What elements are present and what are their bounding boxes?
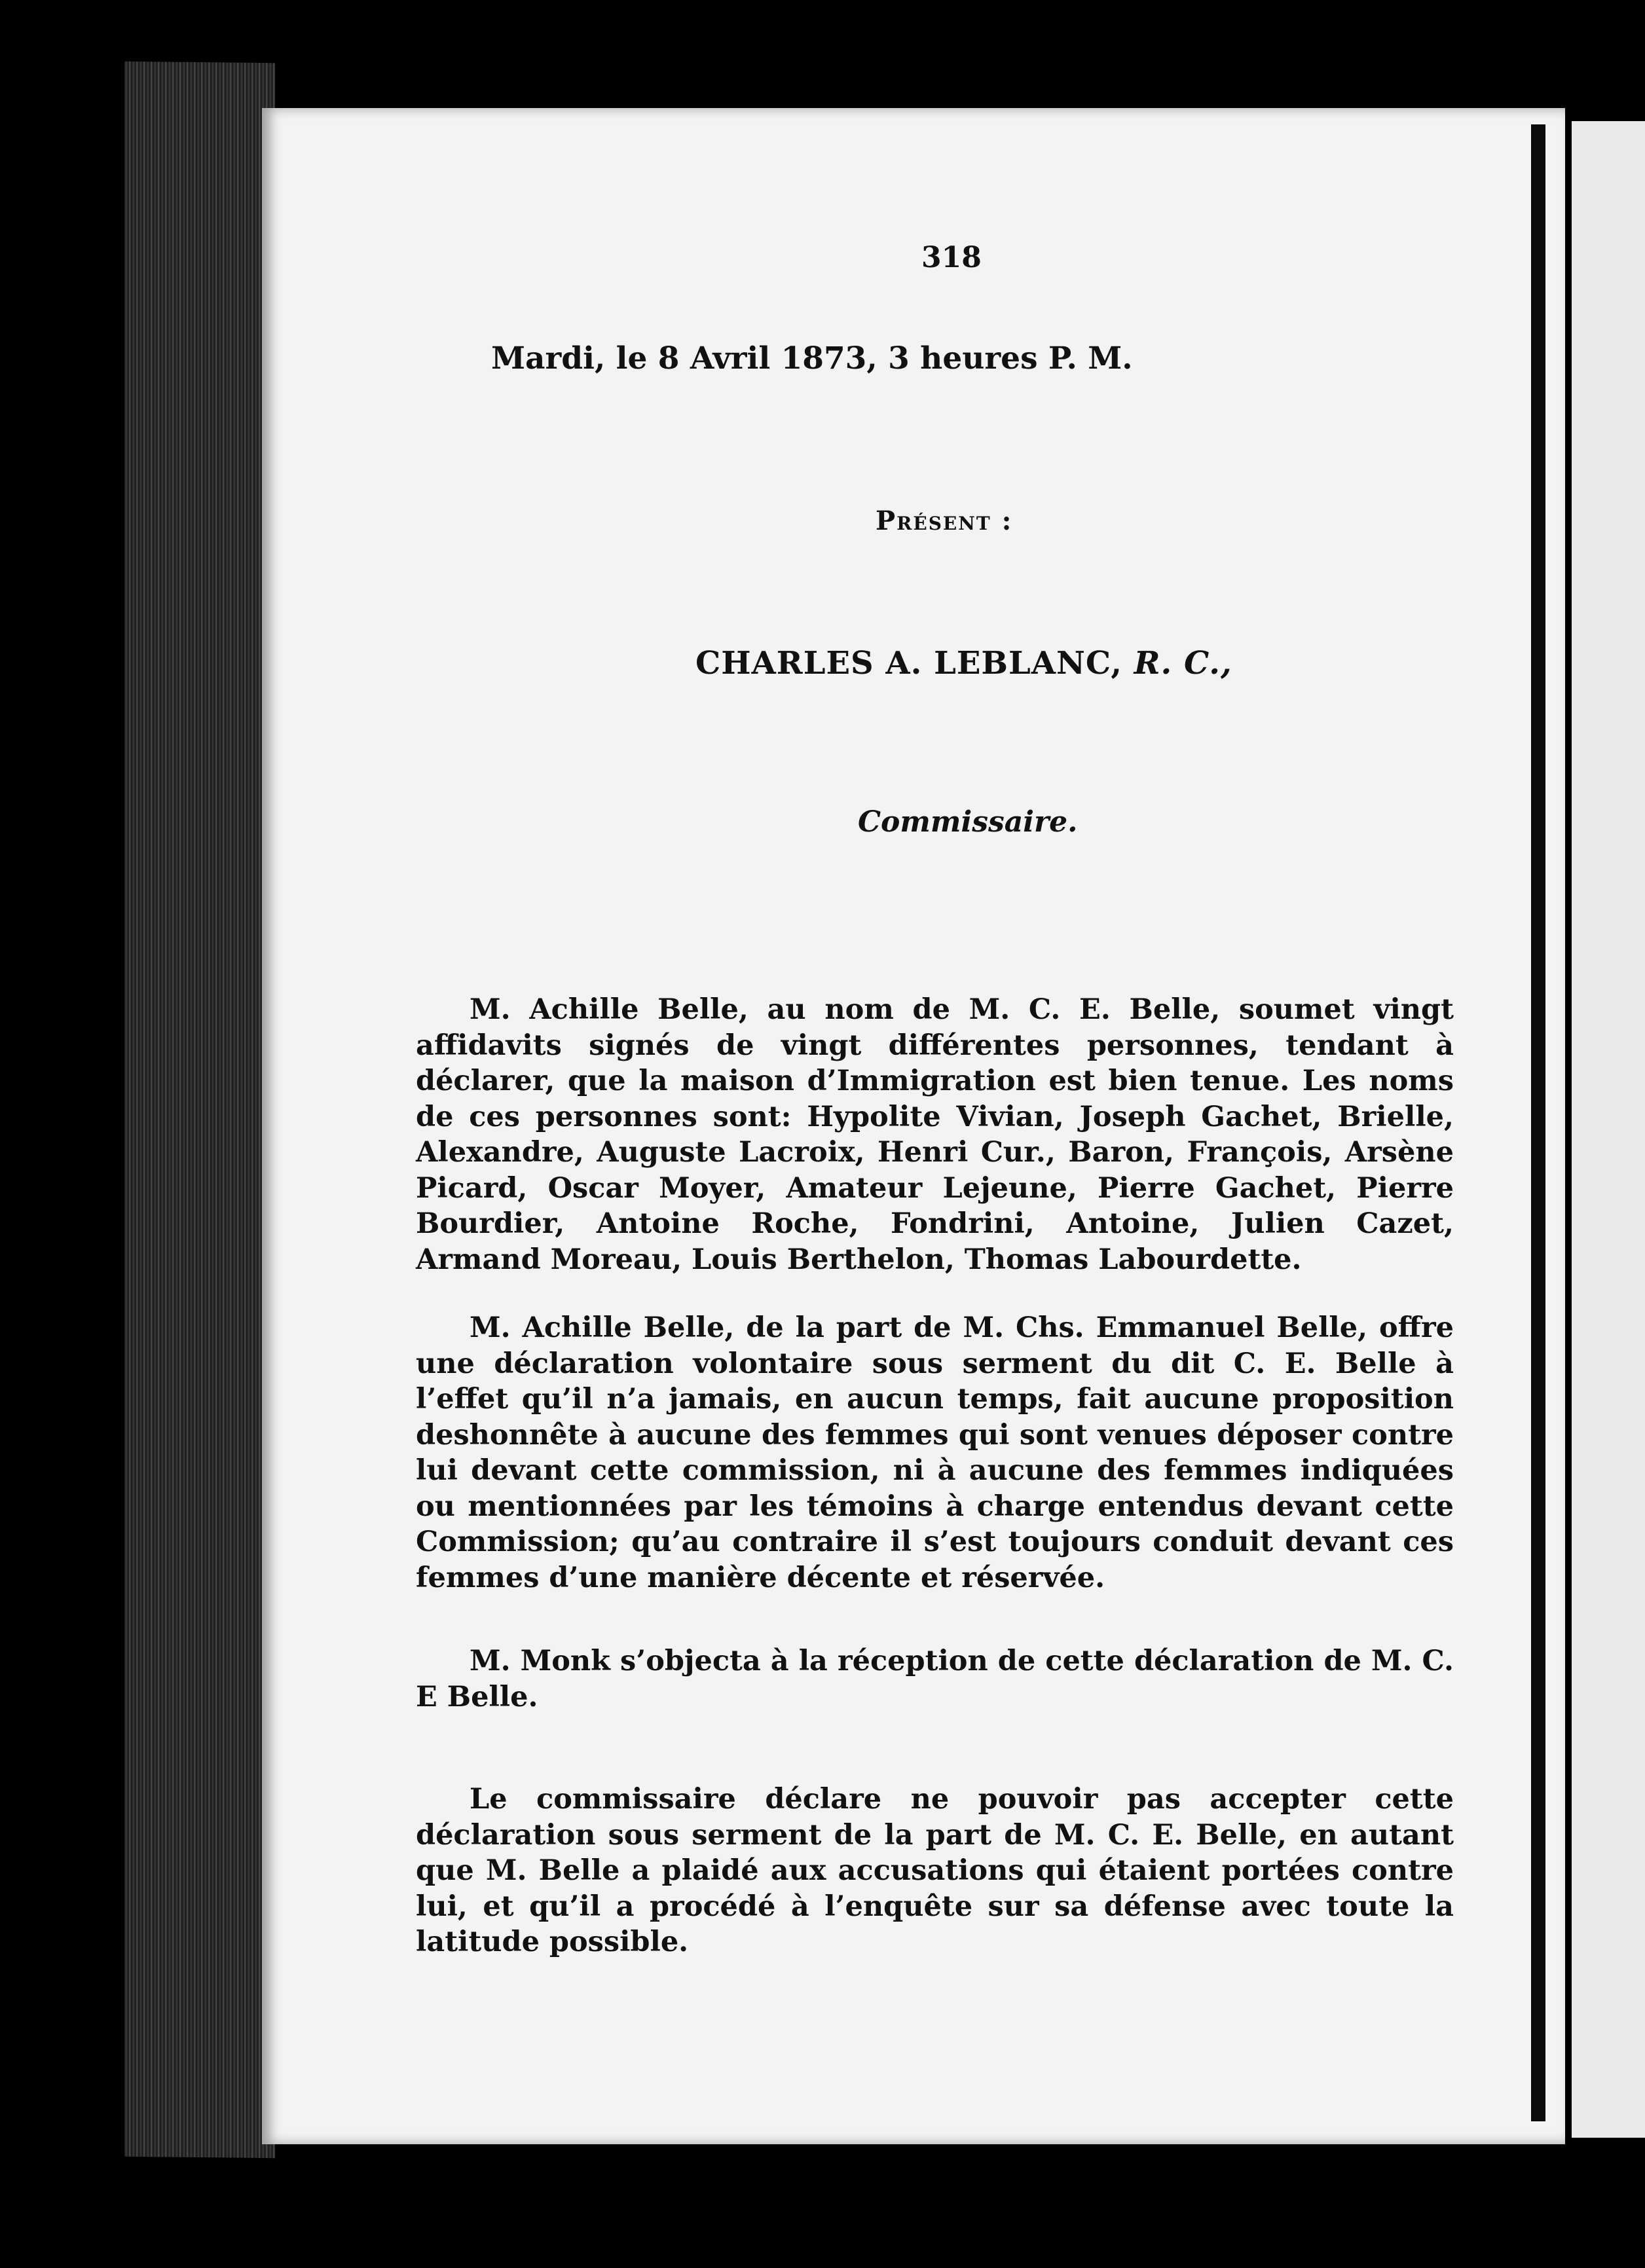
present-heading: Présent : xyxy=(876,505,1013,536)
gutter-shadow xyxy=(1531,124,1545,2121)
commissioner-title: Commissaire. xyxy=(858,805,1078,839)
paragraph-objection: M. Monk s’objecta à la réception de cette déclaration de M. C. E Belle. xyxy=(416,1645,1454,1713)
commissioner-name xyxy=(695,645,1232,682)
page-edges xyxy=(124,62,275,2158)
page-number: 318 xyxy=(921,241,982,274)
session-date: Mardi, le 8 Avril 1873, 3 heures P. M. xyxy=(491,340,1133,376)
paragraph-ruling: Le commissaire déclare ne pouvoir pas accepter cette déclaration sous serment de la part de M. C. E. Belle, en autant que M. Belle a plaidé aux accusations qui étaient portées contre lui, et qu’il a procédé à l’enquête sur sa défense avec toute la latitude possible. xyxy=(416,1783,1454,1958)
commissioner-name-text: CHARLES A. LEBLANC, xyxy=(695,645,1122,682)
paragraph-affidavits: M. Achille Belle, au nom de M. C. E. Belle, soumet vingt affidavits signés de vingt différentes personnes, tendant à déclarer, que la maison d’Immigration est bien tenue. Les noms de ces personnes sont: Hypolite Vivian, Joseph Gachet, Brielle, Alexandre, Auguste Lacroix, Henri Cur., Baron, François, Arsène Picard, Oscar Moyer, Amateur Lejeune, Pierre Gachet, Pierre Bourdier, Antoine Roche, Fondrini, Antoine, Julien Cazet, Armand Moreau, Louis Berthelon, Thomas Labourdette. xyxy=(416,993,1454,1276)
facing-page-edge xyxy=(1572,121,1645,2138)
paragraph-declaration: M. Achille Belle, de la part de M. Chs. Emmanuel Belle, offre une déclaration volontaire sous serment du dit C. E. Belle à l’effet qu’il n’a jamais, en aucun temps, fait aucune proposition deshonnête à aucune des femmes qui sont venues déposer contre lui devant cette commission, ni à aucune des femmes indiquées ou mentionnées par les témoins à charge entendus devant cette Commission; qu’au contraire il s’est toujours conduit devant ces femmes d’une manière décente et réservée. xyxy=(416,1311,1454,1594)
commissioner-suffix: R. C., xyxy=(1134,645,1232,682)
